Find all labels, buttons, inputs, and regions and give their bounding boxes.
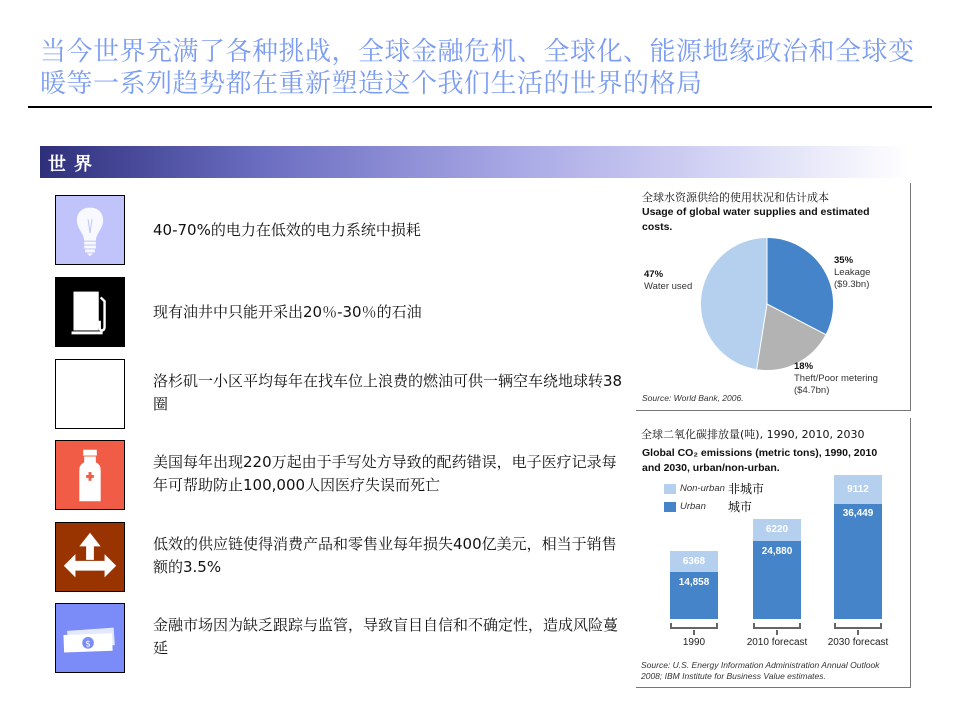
chart-title-cn: 全球水资源供给的使用状况和估计成本: [642, 191, 829, 204]
legend-label-en: Urban: [680, 501, 706, 512]
legend-swatch-non-urban: [664, 484, 676, 494]
blank-icon: [55, 359, 125, 429]
axis-tick: [693, 630, 695, 635]
page-title: 当今世界充满了各种挑战，全球金融危机、全球化、能源地缘政治和全球变暖等一系列趋势都在重新塑造这个我们生活的世界的格局: [40, 37, 915, 99]
axis-bracket: [834, 623, 882, 629]
item-text: 洛杉矶一小区平均每年在找车位上浪费的燃油可供一辆空车绕地球转38圈: [153, 372, 623, 413]
split-arrows-icon: [55, 522, 125, 592]
slice-label-leakage: 35% Leakage ($9.3bn): [834, 255, 871, 290]
bar-segment-non-urban: 6220: [753, 519, 801, 541]
item-text: 低效的供应链使得消费产品和零售业每年损失400亿美元，相当于销售额的3.5%: [153, 535, 617, 576]
bar-segment-non-urban: 9112: [834, 475, 882, 504]
slice-label-theft: 18% Theft/Poor metering ($4.7bn): [794, 361, 878, 396]
section-label: 世界: [48, 154, 100, 175]
axis-tick: [857, 630, 859, 635]
x-axis-label: 1990: [682, 637, 706, 648]
axis-bracket: [753, 623, 801, 629]
x-axis-label: 2010 forecast: [746, 637, 808, 648]
bar-1990: [670, 551, 718, 619]
list-item: [55, 603, 619, 673]
medicine-bottle-icon: [55, 440, 125, 510]
list-item: [55, 277, 615, 347]
chart-source: Source: World Bank, 2006.: [642, 393, 744, 403]
pie-chart: [699, 236, 835, 372]
legend-label-cn: 非城市: [728, 482, 765, 496]
section-header: [40, 146, 910, 178]
chart-source: 2008; IBM Institute for Business Value estimates.: [641, 671, 826, 681]
list-item: [55, 195, 615, 265]
bar-segment-urban: 36,449: [834, 504, 882, 619]
co2-emissions-chart: [636, 418, 911, 688]
bar-2010: [753, 519, 801, 619]
slice-label-water-used: 47% Water used: [644, 269, 693, 292]
chart-title-en: Usage of global water supplies and estimated costs.: [642, 206, 870, 233]
title-divider: [28, 106, 932, 108]
list-item: [55, 359, 623, 429]
chart-source: Source: U.S. Energy Information Administration Annual Outlook: [641, 660, 880, 670]
axis-tick: [776, 630, 778, 635]
legend-label-en: Non-urban: [680, 483, 725, 494]
lightbulb-icon: [55, 195, 125, 265]
chart-title-en: and 2030, urban/non-urban.: [642, 462, 780, 474]
bar-segment-urban: 24,880: [753, 541, 801, 619]
item-text: 美国每年出现220万起由于手写处方导致的配药错误，电子医疗记录每年可帮助防止100,000人因医疗失误而死亡: [153, 453, 617, 494]
item-text: 40-70%的电力在低效的电力系统中损耗: [153, 221, 421, 239]
bar-2030: [834, 475, 882, 619]
list-item: [55, 522, 615, 592]
legend-swatch-urban: [664, 502, 676, 512]
bar-segment-urban: 14,858: [670, 572, 718, 619]
list-item: [55, 440, 615, 510]
legend-label-cn: 城市: [728, 500, 753, 514]
water-usage-chart: [636, 183, 911, 411]
x-axis-label: 2030 forecast: [827, 637, 889, 648]
item-text: 金融市场因为缺乏跟踪与监管，导致盲目自信和不确定性，造成风险蔓延: [153, 616, 619, 657]
chart-title-cn: 全球二氧化碳排放量(吨), 1990, 2010, 2030: [641, 428, 865, 441]
bar-segment-non-urban: 6368: [670, 551, 718, 572]
chart-title-en: Global CO₂ emissions (metric tons), 1990, 2010: [642, 447, 878, 459]
money-bill-icon: [55, 603, 125, 673]
axis-bracket: [670, 623, 718, 629]
svg-text:$: $: [85, 639, 91, 650]
item-text: 现有油井中只能开采出20％-30％的石油: [153, 303, 422, 321]
fuel-pump-icon: [55, 277, 125, 347]
